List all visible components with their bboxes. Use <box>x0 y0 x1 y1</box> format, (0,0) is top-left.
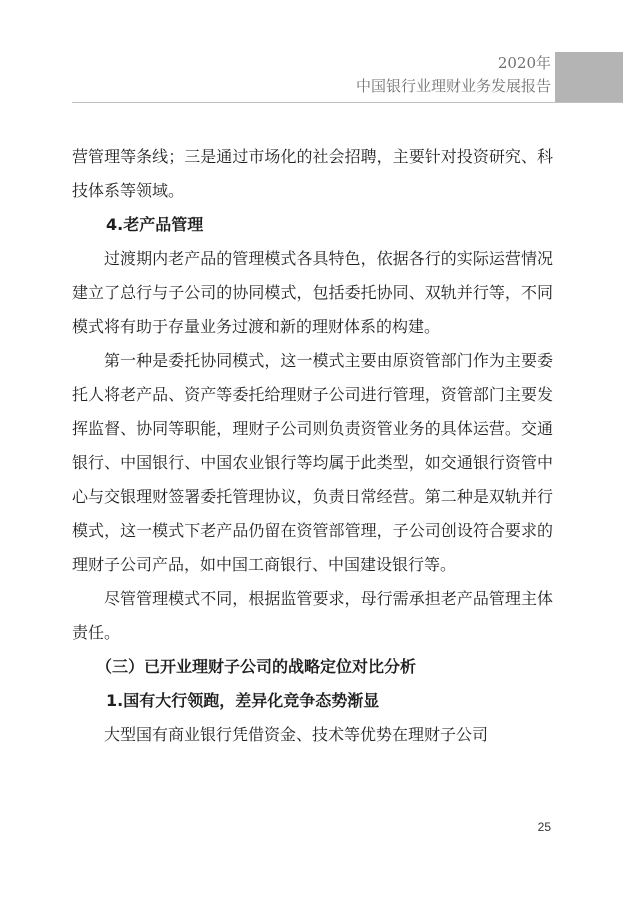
paragraph-parent-responsibility: 尽管管理模式不同，根据监管要求，母行需承担老产品管理主体责任。 <box>72 589 553 642</box>
header-divider <box>72 102 623 103</box>
paragraph-continued: 营管理等条线；三是通过市场化的社会招聘，主要针对投资研究、科技体系等领域。 <box>72 147 553 200</box>
paragraph-model-types: 第一种是委托协同模式，这一模式主要由原资管部门作为主要委托人将老产品、资产等委托给理财子公司进行管理，资管部门主要发挥监督、协同等职能，理财子公司则负责资管业务的具体运营。交通银行、中国银行、中国农业银行等均属于此类型，如交通银行资管中心与交银理财签署委托管理协议，负责日常经营。第二种是双轨并行模式，这一模式下老产品仍留在资管部管理，子公司创设符合要求的理财子公司产品，如中国工商银行、中国建设银行等。 <box>72 351 553 574</box>
page-number: 25 <box>537 820 551 834</box>
subheading-legacy-products: 4.老产品管理 <box>106 215 204 234</box>
paragraph-transition-models: 过渡期内老产品的管理模式各具特色，依据各行的实际运营情况建立了总行与子公司的协同模式，包括委托协同、双轨并行等，不同模式将有助于存量业务过渡和新的理财体系的构建。 <box>72 249 553 336</box>
section-heading-strategy: （三）已开业理财子公司的战略定位对比分析 <box>96 657 417 676</box>
running-header <box>356 52 551 98</box>
page-body <box>72 140 553 752</box>
subheading-state-banks: 1.国有大行领跑，差异化竞争态势渐显 <box>106 691 380 710</box>
header-report-title: 中国银行业理财业务发展报告 <box>355 77 551 95</box>
header-tab-block <box>555 52 623 102</box>
paragraph-state-banks: 大型国有商业银行凭借资金、技术等优势在理财子公司 <box>104 725 489 744</box>
header-year: 2020年 <box>497 54 551 72</box>
